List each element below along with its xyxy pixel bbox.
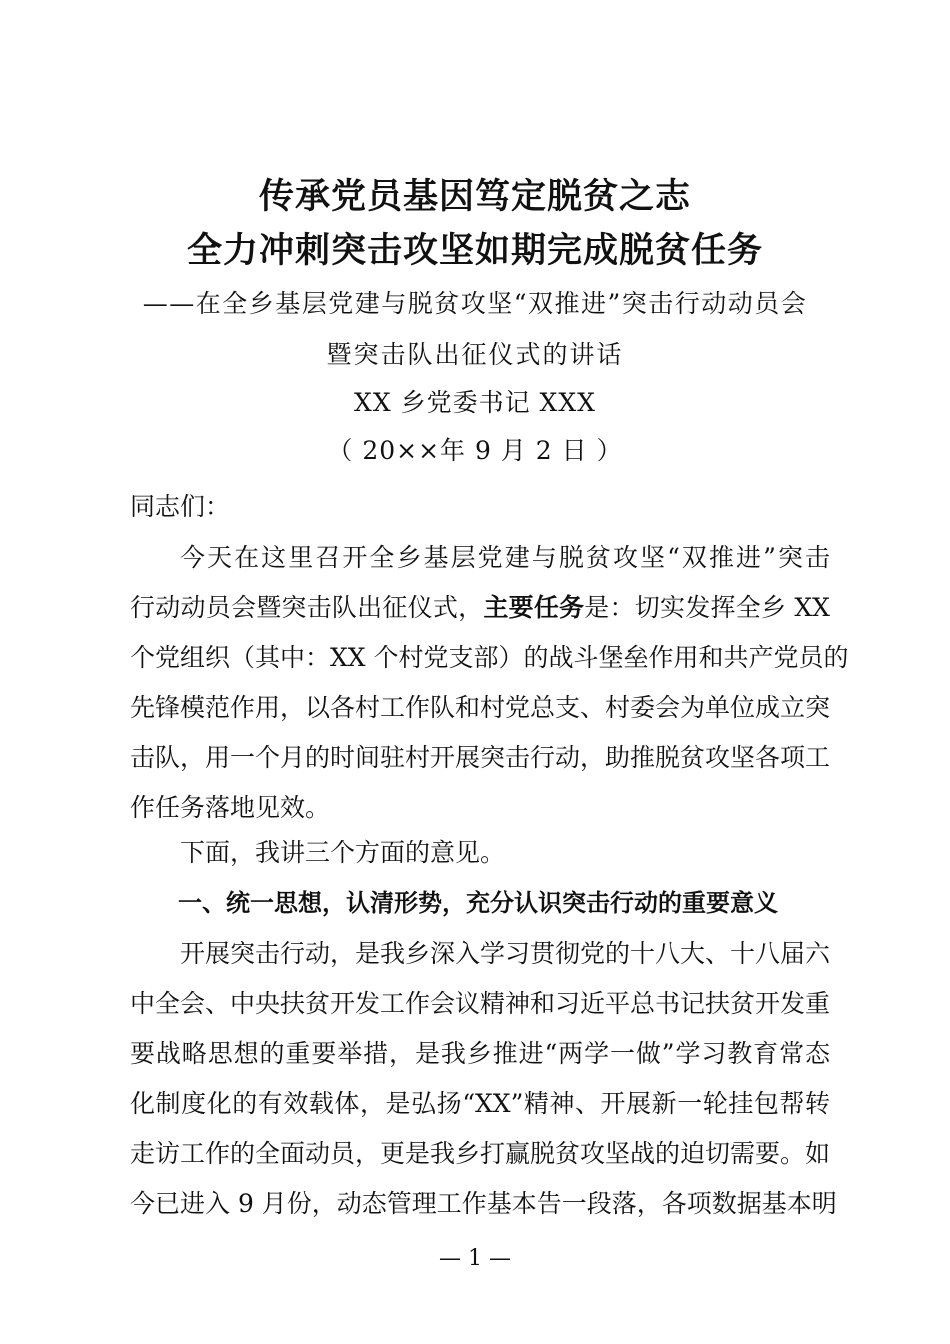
- paragraph-line: [130, 583, 830, 633]
- page-number: — 1 —: [439, 1246, 511, 1271]
- paragraph-text: 是：切实发挥全乡 XX: [584, 593, 830, 622]
- document-title-line-2: 全力冲刺突击攻坚如期完成脱贫任务: [186, 231, 763, 271]
- paragraph-line: 要战略思想的重要举措，是我乡推进“两学一做”学习教育常态: [130, 1039, 830, 1068]
- paragraph-text: 行动动员会暨突击队出征仪式，: [130, 593, 484, 622]
- greeting: 同志们：: [130, 492, 231, 521]
- main-task-emphasis: 主要任务: [483, 593, 585, 622]
- date-line: （ 20××年 9 月 2 日 ）: [327, 436, 623, 465]
- paragraph-intro: [130, 533, 849, 833]
- section-heading-1: [130, 878, 830, 928]
- section-heading-text: 一、统一思想，认清形势，充分认识突击行动的重要意义: [178, 889, 778, 917]
- paragraph-line: 化制度化的有效载体，是弘扬“XX”精神、开展新一轮挂包帮转: [130, 1089, 830, 1118]
- paragraph-line: 先锋模范作用，以各村工作队和村党总支、村委会为单位成立突: [130, 693, 831, 722]
- speaker-line: XX 乡党委书记 XXX: [354, 388, 596, 417]
- paragraph-line: 走访工作的全面动员，更是我乡打赢脱贫攻坚战的迫切需要。如: [130, 1139, 831, 1168]
- paragraph-line: 下面，我讲三个方面的意见。: [180, 838, 506, 867]
- paragraph-outline: [130, 828, 830, 878]
- document-subtitle-line-1: ——在全乡基层党建与脱贫攻坚“双推进”突击行动动员会: [142, 289, 808, 318]
- paragraph-line: 开展突击行动，是我乡深入学习贯彻党的十八大、十八届六: [180, 939, 831, 968]
- paragraph-line: 击队，用一个月的时间驻村开展突击行动，助推脱贫攻坚各项工: [130, 743, 831, 772]
- paragraph-line: 中全会、中央扶贫开发工作会议精神和习近平总书记扶贫开发重: [130, 989, 831, 1018]
- paragraph-section-1: [130, 929, 837, 1229]
- paragraph-line: 今已进入 9 月份，动态管理工作基本告一段落，各项数据基本明: [130, 1189, 837, 1218]
- paragraph-line: 今天在这里召开全乡基层党建与脱贫攻坚“双推进”突击: [180, 543, 830, 572]
- paragraph-line: 作任务落地见效。: [130, 793, 331, 822]
- paragraph-line: 个党组织（其中：XX 个村党支部）的战斗堡垒作用和共产党员的: [130, 643, 849, 672]
- document-title-line-1: 传承党员基因笃定脱贫之志: [258, 177, 691, 217]
- document-subtitle-line-2: 暨突击队出征仪式的讲话: [326, 340, 624, 369]
